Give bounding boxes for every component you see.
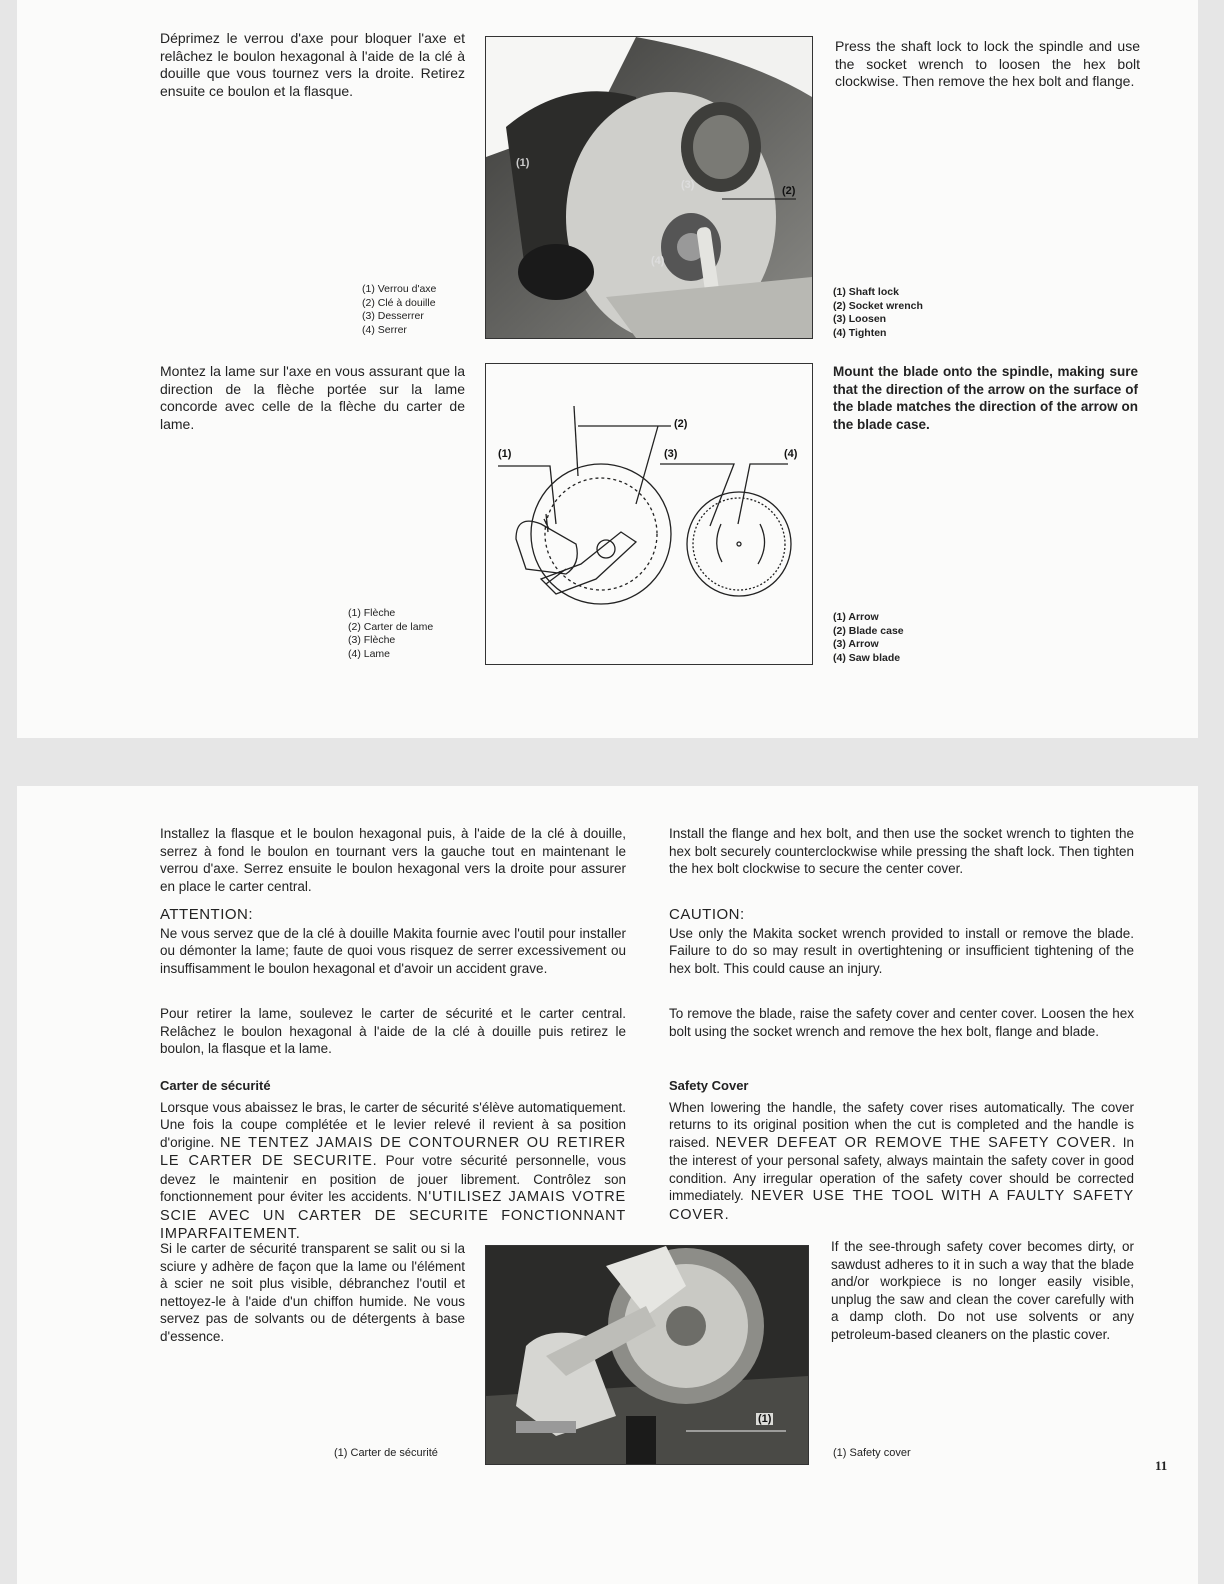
fig1-fr-caption xyxy=(362,283,436,337)
fig1-en-caption-item: (1) Shaft lock xyxy=(833,286,899,298)
page-number: 11 xyxy=(1155,1458,1168,1473)
safety-cover-photo xyxy=(485,1245,809,1465)
en-caution-text: Use only the Makita socket wrench provided to install or remove the blade. Failure to do so may result in overtightening or insufficient tightening of the hex bolt. This could cause an injury. xyxy=(669,925,1134,976)
fr-safety-heading: Carter de sécurité xyxy=(160,1078,271,1093)
fig2-fr-caption xyxy=(348,607,433,661)
fig1-en-caption-item: (4) Tighten xyxy=(833,326,887,339)
en-remove-paragraph: To remove the blade, raise the safety cover and center cover. Loosen the hex bolt using the socket wrench and remove the hex bolt, flange and blade. xyxy=(669,1006,1134,1039)
fr-intro-paragraph: Déprimez le verrou d'axe pour bloquer l'axe et relâchez le boulon hexagonal à l'aide de la clé à douille que vous tournez vers la droite. Retirez ensuite ce boulon et la flasque. xyxy=(160,30,465,99)
en-caution-block xyxy=(669,906,1134,977)
en-safety-text-3: If the see-through safety cover becomes dirty, or sawdust adheres to it in such a way that the blade and/or workpiece is no longer easily visible, unplug the saw and clean the cover carefully with a damp cloth. Do not use solvents or any petroleum-based cleaners on the plastic cover. xyxy=(831,1239,1134,1342)
en-safety-section xyxy=(669,1077,1134,1224)
en-intro-paragraph: Press the shaft lock to lock the spindle and use the socket wrench to loosen the hex bolt clockwise. Then remove the hex bolt and flange. xyxy=(835,38,1140,89)
fig2-label-2: (2) xyxy=(674,418,688,430)
fr-attention-block xyxy=(160,906,626,977)
fig2-label-3: (3) xyxy=(664,448,678,460)
fr-safety-text-3: Si le carter de sécurité transparent se salit ou si la sciure y adhère de façon que la lame ou l'élément à scier ne soit plus visible, débranchez l'outil et nettoyez-le à l'aide d'un chiffon humide. Ne vous servez pas de solvants ou de détergents à base d'essence. xyxy=(160,1241,465,1344)
fr-attention-text: Ne vous servez que de la clé à douille Makita fournie avec l'outil pour installer ou démonter la lame; faute de quoi vous risquez de serrer excessivement ou insuffisamment le boulon hexagonal et d'avoir un accident grave. xyxy=(160,925,626,976)
fig3-label-1: (1) xyxy=(758,1413,772,1425)
fig2-label-1: (1) xyxy=(498,448,512,460)
fr-safety-warning-2: N'UTILISEZ JAMAIS VOTRE SCIE AVEC UN CARTER DE SECURITE FONCTIONNANT IMPARFAITEMENT. xyxy=(160,1189,627,1242)
fr-safety-warning-1: NE TENTEZ JAMAIS DE CONTOURNER OU RETIRER LE CARTER DE SECURITE. xyxy=(160,1134,626,1169)
fr-safety-text-2: Pour votre sécurité personnelle, vous devez le maintenir en position de jouer librement. Contrôlez son fonctionnement pour éviter les accidents. xyxy=(160,1153,626,1204)
fr-safety-section xyxy=(160,1077,626,1244)
en-safety-text-1: When lowering the handle, the safety cover rises automatically. The cover returns to its original position when the cut is completed and the handle is raised. xyxy=(669,1099,1134,1150)
fig2-en-caption-item: (2) Blade case xyxy=(833,624,904,637)
en-safety-warning-1: NEVER DEFEAT OR REMOVE THE SAFETY COVER. xyxy=(715,1134,1117,1151)
fig3-en-caption: (1) Safety cover xyxy=(833,1447,911,1459)
fig1-label-2: (2) xyxy=(782,185,796,197)
fig2-en-caption-item: (4) Saw blade xyxy=(833,651,901,664)
fig2-en-caption xyxy=(833,611,904,665)
fig2-fr-caption-item: (4) Lame xyxy=(348,647,391,660)
fig2-en-caption-item: (1) Arrow xyxy=(833,611,879,623)
fig2-fr-caption-item: (1) Flèche xyxy=(348,607,396,619)
shaft-lock-photo xyxy=(485,36,813,339)
fig3-fr-caption: (1) Carter de sécurité xyxy=(334,1447,438,1459)
fig2-fr-caption-item: (2) Carter de lame xyxy=(348,620,434,633)
fig2-en-caption-item: (3) Arrow xyxy=(833,638,879,650)
fig1-fr-caption-item: (2) Clé à douille xyxy=(362,296,436,309)
fr-install-paragraph: Installez la flasque et le boulon hexagonal puis, à l'aide de la clé à douille, serrez à fond le boulon en tournant vers la gauche tout en maintenant le verrou d'axe. Serrez ensuite le boulon hexagonal vers la droite pour assurer en place le carter central. xyxy=(160,826,626,894)
en-safety-text-2: In the interest of your personal safety, always maintain the safety cover in good condition. Any irregular operation of the safety cover should be corrected immediately. xyxy=(669,1134,1134,1203)
fig1-label-4: (4) xyxy=(651,255,665,267)
en-safety-warning-2: NEVER USE THE TOOL WITH A FAULTY SAFETY COVER. xyxy=(669,1188,1134,1223)
fig2-label-4: (4) xyxy=(784,448,798,460)
fig1-fr-caption-item: (4) Serrer xyxy=(362,323,407,336)
fig1-en-caption-item: (2) Socket wrench xyxy=(833,299,923,312)
fig1-fr-caption-item: (3) Desserrer xyxy=(362,310,424,322)
fig1-label-3: (3) xyxy=(681,179,695,191)
fig1-en-caption xyxy=(833,286,923,340)
fig1-label-1: (1) xyxy=(516,157,530,169)
fr-remove-paragraph: Pour retirer la lame, soulevez le carter de sécurité et le carter central. Relâchez le boulon hexagonal à l'aide de la clé à douille puis retirez le boulon, la flasque et la lame. xyxy=(160,1006,626,1056)
blade-arrow-diagram xyxy=(485,363,813,665)
fig2-fr-caption-item: (3) Flèche xyxy=(348,634,396,646)
fr-mount-paragraph: Montez la lame sur l'axe en vous assurant que la direction de la flèche portée sur la lame concorde avec celle de la flèche du carter de lame. xyxy=(160,363,465,432)
en-install-paragraph: Install the flange and hex bolt, and then use the socket wrench to tighten the hex bolt securely counterclockwise while pressing the shaft lock. Then tighten the hex bolt clockwise to secure the center cover. xyxy=(669,826,1134,876)
fr-attention-heading: ATTENTION: xyxy=(160,906,254,923)
fr-safety-text-1: Lorsque vous abaissez le bras, le carter de sécurité s'élève automatiquement. Une fois la coupe complétée et le levier relevé il revient à sa position d'origine. xyxy=(160,1099,626,1150)
en-safety-heading: Safety Cover xyxy=(669,1078,749,1093)
fig1-fr-caption-item: (1) Verrou d'axe xyxy=(362,283,437,295)
fig1-en-caption-item: (3) Loosen xyxy=(833,313,887,325)
en-caution-heading: CAUTION: xyxy=(669,906,745,923)
en-mount-paragraph: Mount the blade onto the spindle, making sure that the direction of the arrow on the surface of the blade matches the direction of the arrow on the blade case. xyxy=(833,364,1138,432)
